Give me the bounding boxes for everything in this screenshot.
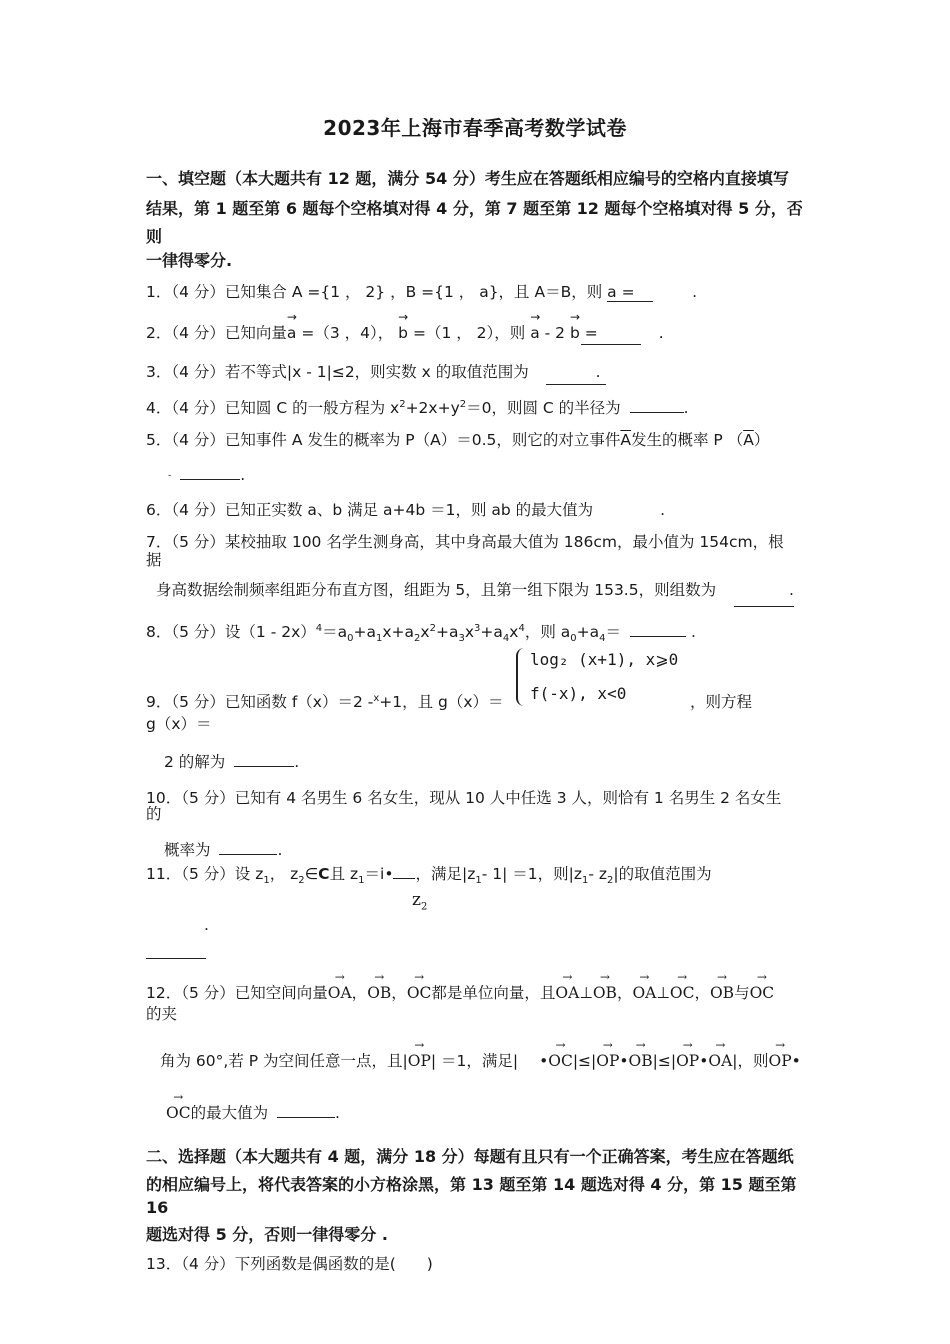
question-9-line3: [164, 750, 299, 772]
q8-sup-2: 2: [429, 622, 436, 634]
q11-text-7: - 1| ＝1，则|z: [481, 865, 582, 883]
q11-text-2: ， z: [269, 865, 299, 883]
vector-b: → b: [398, 320, 408, 342]
q12-text-5: |≤|: [572, 1052, 597, 1070]
q6-end: .: [660, 501, 666, 519]
q11-z-sub: 2: [420, 901, 428, 913]
q11-text-4: 且 z: [329, 865, 359, 883]
q2-text-2: =（3 ，4），: [301, 324, 394, 342]
q5-text: 5．（4 分）已知事件 A 发生的概率为 P（A）＝0.5，则它的对立事件: [146, 431, 621, 449]
vector-oa-2: → OA: [555, 980, 579, 1002]
q11-text-3: ∈: [304, 865, 319, 883]
q9-end: .: [294, 753, 300, 771]
q9-exponent: x: [373, 692, 380, 704]
q2-text-5: =: [584, 324, 598, 342]
perp-symbol-2: ⊥: [656, 984, 670, 1002]
q12-comma-3: ，: [616, 984, 633, 1002]
q11-sub-2: 2: [298, 875, 305, 887]
q12-text-2: 都是单位向量，且: [431, 984, 556, 1002]
question-11: [146, 862, 712, 886]
q9-answer-blank: [234, 766, 294, 767]
question-1: [146, 280, 697, 302]
q10-text: 概率为: [164, 841, 211, 859]
perp-symbol: ⊥: [579, 984, 593, 1002]
question-12: [146, 980, 774, 1003]
q1-answer-blank: a =: [607, 283, 653, 302]
vector-ob-2: → OB: [593, 980, 617, 1002]
vector-ob-4: → OB: [629, 1048, 653, 1070]
q4-text: 4．（4 分）已知圆 C 的一般方程为 x: [146, 399, 400, 417]
q8-p4: +a: [435, 623, 459, 641]
q7-text: 身高数据绘制频率组距分布直方图，组距为 5，且第一组下限为 153.5，则组数为: [156, 581, 717, 599]
vector-op-3: → OP: [676, 1048, 699, 1070]
vector-a: → a: [287, 320, 297, 342]
q10-answer-blank: [219, 854, 277, 855]
q12-text-4: | ＝1，满足|: [430, 1052, 519, 1070]
q8-p8: ，则 a: [524, 623, 571, 641]
q4-sup-2: 2: [459, 398, 467, 410]
q4-answer-blank: [630, 412, 684, 413]
q8-sub-2: 2: [414, 633, 421, 645]
question-5: [146, 428, 769, 450]
q5-close: ）: [753, 431, 770, 449]
q9-text: 9．（5 分）已知函数 f（x）＝2 -: [146, 693, 374, 711]
question-10-line2: 的: [146, 805, 162, 823]
q8-p9: +a: [576, 623, 600, 641]
question-6: [146, 498, 665, 520]
section1-line2: 结果，第 1 题至第 6 题每个空格填对得 4 分，第 7 题至第 12 题每个空格填对得 5 分，否: [146, 199, 803, 218]
q8-p2: x+a: [382, 623, 415, 641]
question-10: 10．（5 分）已知有 4 名男生 6 名女生，现从 10 人中任选 3 人，则恰有 1 名男生 2 名女生: [146, 789, 782, 807]
q4-sup: 2: [399, 398, 406, 410]
q11-sub-6: 2: [607, 875, 614, 887]
q8-sub-0: 0: [347, 633, 354, 645]
vector-oc: → OC: [407, 980, 432, 1002]
vector-oc-5: → OC: [166, 1100, 191, 1122]
q8-p6: +a: [480, 623, 503, 641]
q8-sub-4: 4: [502, 633, 510, 645]
question-12-line3: [160, 1048, 801, 1071]
vector-oa: → OA: [328, 980, 352, 1002]
q12-text-3: 角为 60°,若 P 为空间任意一点，且|: [160, 1052, 408, 1070]
q11-answer-blank: [146, 958, 206, 959]
vector-op: → OP: [408, 1048, 431, 1070]
q8-eq: ＝a: [322, 623, 348, 641]
q2-text-3: =（1 ， 2），则: [412, 324, 526, 342]
piecewise-brace: [516, 648, 526, 706]
vector-ob-3: → OB: [710, 980, 734, 1002]
section2-line2: 的相应编号上，将代表答案的小方格涂黑，第 13 题至第 14 题选对得 4 分，第 15 题至第: [146, 1175, 797, 1194]
q8-p1: +a: [353, 623, 376, 641]
q12-text-7: |，则: [732, 1052, 769, 1070]
vector-b-2: → b: [570, 320, 580, 342]
q8-end: .: [690, 623, 696, 641]
vector-oc-2: → OC: [670, 980, 695, 1002]
q11-sub-4: 1: [475, 875, 482, 887]
q5-end: .: [240, 466, 246, 484]
q10-end: .: [277, 841, 283, 859]
vector-ob: → OB: [367, 980, 391, 1002]
section2-line4: 题选对得 5 分，否则一律得零分 .: [146, 1225, 388, 1244]
question-5-line2: [168, 466, 245, 484]
complex-set-symbol: C: [318, 865, 330, 883]
q11-conjugate-z2: [412, 890, 427, 912]
q12-end: .: [335, 1104, 340, 1122]
q9-text-3: ，则方程: [690, 693, 753, 711]
q3-text: 3．（4 分）若不等式|x - 1|≤2，则实数 x 的取值范围为: [146, 363, 529, 381]
q12-and: 与: [734, 984, 750, 1002]
q8-sub-4b: 4: [599, 633, 606, 645]
q6-text: 6．（4 分）已知正实数 a、b 满足 a+4b ＝1，则 ab 的最大值为: [146, 501, 594, 519]
vector-a-2: → a: [530, 320, 540, 342]
piecewise-case-2: f(-x), x<0: [530, 684, 627, 703]
q8-sub-3: 3: [458, 633, 465, 645]
q3-answer-blank: [546, 384, 606, 385]
q11-text-9: |的取值范围为: [613, 865, 712, 883]
section1-line1: 一、填空题（本大题共有 12 题，满分 54 分）考生应在答题纸相应编号的空格内直接填写: [146, 169, 789, 188]
q11-sub-3: 1: [358, 875, 365, 887]
q8-sup-4: 4: [518, 622, 525, 634]
q11-conj-bar: [393, 878, 415, 879]
q4-text-2: +2x+y: [405, 399, 460, 417]
q2-end: .: [658, 324, 664, 342]
question-12-line2: 的夹: [146, 1005, 178, 1023]
dot-product-3: •: [699, 1052, 709, 1070]
question-7-line3: [156, 578, 794, 600]
q8-sub-0b: 0: [570, 633, 577, 645]
q8-sup-3: 3: [474, 622, 481, 634]
q11-sub-1: 1: [263, 875, 270, 887]
q9-text-4: 2 的解为: [164, 753, 226, 771]
q9-text-2: +1，且 g（x）＝: [379, 693, 504, 711]
q8-sup: 4: [315, 622, 323, 634]
q11-text-5: ＝i•: [364, 865, 394, 883]
q2-text: 2．（4 分）已知向量: [146, 324, 287, 342]
vector-oa-4: → OA: [708, 1048, 732, 1070]
vector-op-2: → OP: [596, 1048, 619, 1070]
vector-op-4: → OP: [769, 1048, 792, 1070]
question-4: [146, 396, 689, 418]
q2-answer-blank: [581, 344, 641, 345]
q5-dash: -: [168, 470, 172, 481]
q5-answer-blank: [180, 479, 240, 480]
q4-end: .: [683, 399, 689, 417]
q11-end: .: [204, 916, 209, 934]
q7-end: .: [789, 581, 794, 599]
q8-p10: ＝: [605, 623, 622, 641]
q1-text: 1．（4 分）已知集合 A ={1 ， 2} ，B ={1 ， a}，且 A＝B，则: [146, 283, 603, 301]
vector-oc-3: → OC: [750, 980, 775, 1002]
q8-p5: x: [464, 623, 475, 641]
q11-z: z: [412, 890, 421, 910]
vector-oa-3: → OA: [632, 980, 656, 1002]
q8-p3: x: [420, 623, 430, 641]
q5-text-2: 发生的概率 P （: [631, 431, 744, 449]
q11-text-8: - z: [588, 865, 607, 883]
q3-end: .: [595, 363, 601, 381]
q8-text: 8．（5 分）设（1 - 2x）: [146, 623, 316, 641]
question-7: 7．（5 分）某校抽取 100 名学生测身高，其中身高最大值为 186cm，最小值为 154cm，根: [146, 533, 784, 551]
section1-line3: 则: [146, 227, 163, 246]
dot-product: •: [539, 1052, 549, 1070]
event-a-complement: $\overline{A}$: [620, 431, 631, 449]
dot-product-2: •: [619, 1052, 629, 1070]
section1-line4: 一律得零分.: [146, 251, 233, 270]
question-3: [146, 360, 601, 382]
question-12-line4: [166, 1100, 340, 1123]
question-2: [146, 320, 664, 343]
q2-text-4: - 2: [544, 324, 566, 342]
question-9: [146, 690, 504, 712]
q1-end: .: [692, 283, 698, 301]
question-10-line3: [164, 838, 282, 860]
vector-oc-4: → OC: [548, 1048, 573, 1070]
q12-comma: ，: [351, 984, 368, 1002]
question-7-line2: 据: [146, 551, 162, 569]
q12-text: 12．（5 分）已知空间向量: [146, 984, 328, 1002]
question-8: [146, 620, 696, 644]
page-title: 2023年上海市春季高考数学试卷: [323, 116, 627, 140]
q8-answer-blank: [630, 636, 686, 637]
q12-comma-2: ，: [391, 984, 407, 1002]
section2-line1: 二、选择题（本大题共有 4 题，满分 18 分）每题有且只有一个正确答案，考生应在答题纸: [146, 1147, 794, 1166]
q12-text-8: 的最大值为: [190, 1104, 269, 1122]
q12-answer-blank: [277, 1117, 335, 1118]
section2-line3: 16: [146, 1198, 169, 1217]
q12-comma-4: ，: [694, 984, 710, 1002]
event-a-complement-2: $\overline{A}$: [743, 431, 754, 449]
q11-sub-5: 1: [581, 875, 589, 887]
q8-sub-1: 1: [376, 633, 383, 645]
q11-text-6: ，满足|z: [415, 865, 476, 883]
dot-product-4: •: [791, 1052, 801, 1070]
q7-answer-blank: [734, 606, 794, 607]
question-9-line2: g（x）＝: [146, 715, 212, 733]
q11-text: 11．（5 分）设 z: [146, 865, 264, 883]
question-13: 13．（4 分）下列函数是偶函数的是( ): [146, 1255, 433, 1273]
q8-p7: x: [509, 623, 519, 641]
q12-text-6: |≤|: [652, 1052, 677, 1070]
piecewise-case-1: log₂ (x+1), x⩾0: [530, 650, 679, 669]
q4-text-3: ＝0，则圆 C 的半径为: [466, 399, 621, 417]
